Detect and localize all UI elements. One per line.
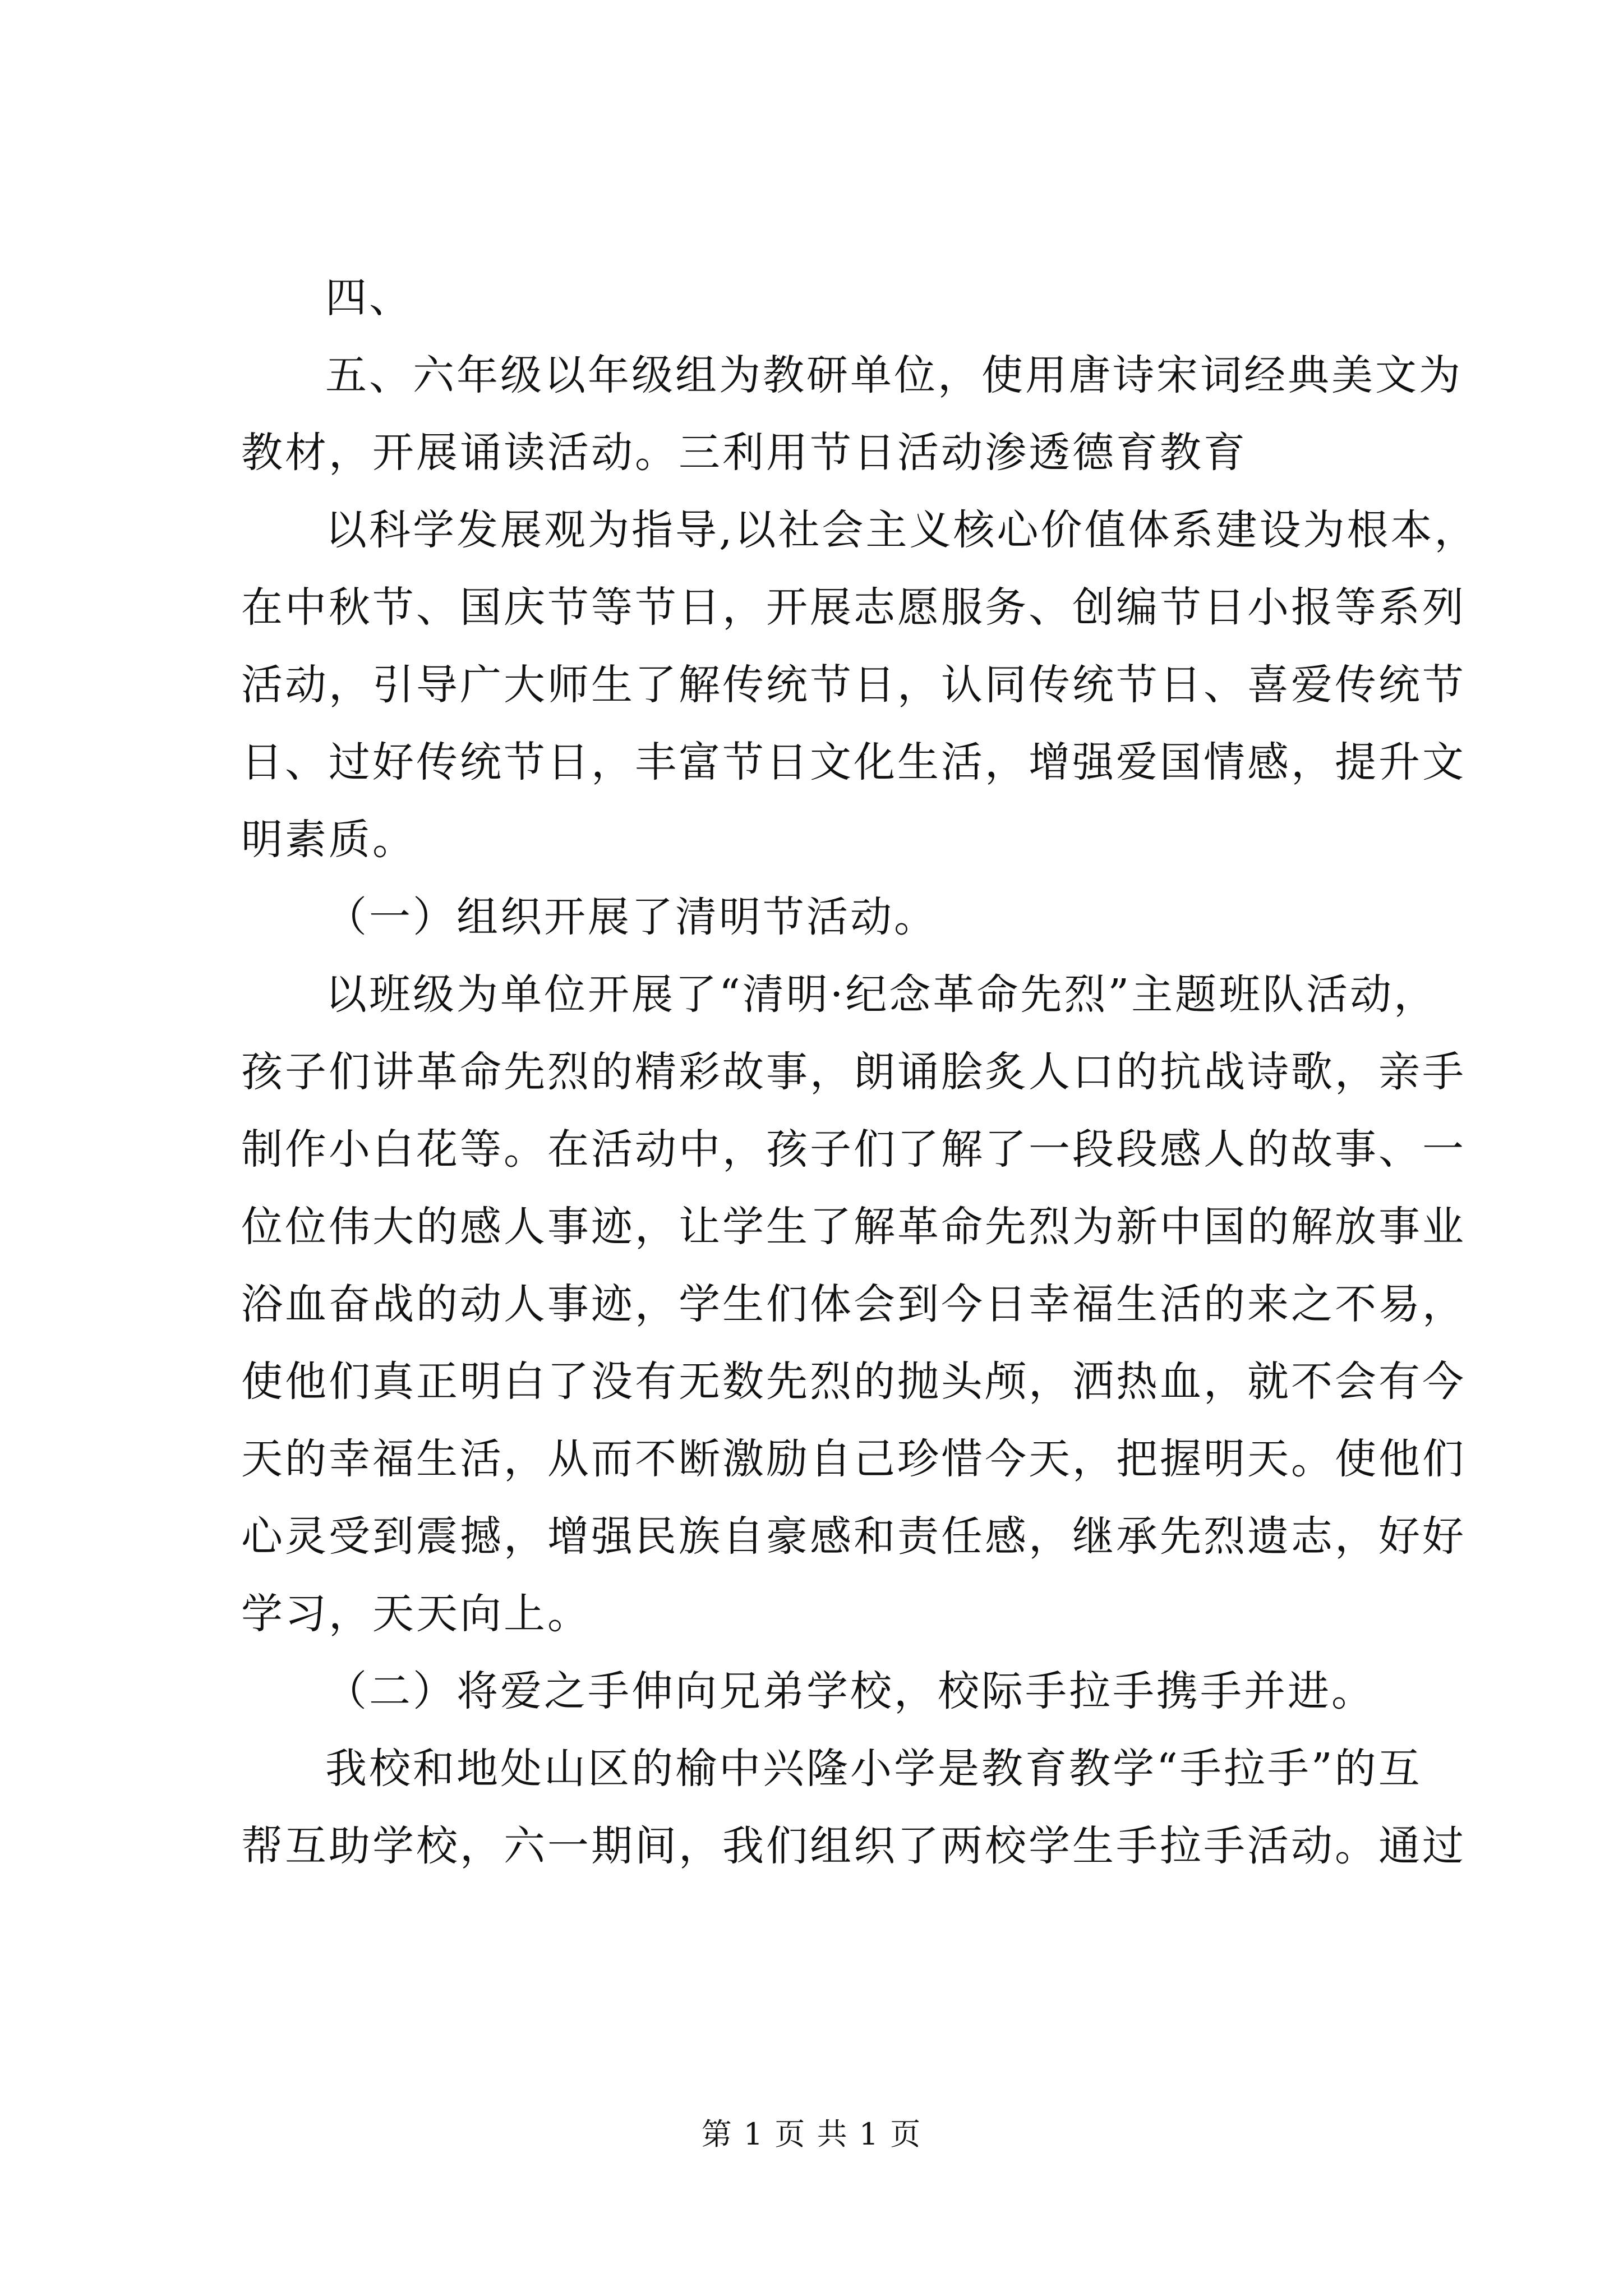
text-line: 心灵受到震撼，增强民族自豪感和责任感，继承先烈遗志，好好 — [241, 1512, 1466, 1561]
text-line: 四、 — [325, 274, 413, 322]
text-line: 浴血奋战的动人事迹，学生们体会到今日幸福生活的来之不易， — [241, 1280, 1466, 1328]
text-line: （二）将爱之手伸向兄弟学校，校际手拉手携手并进。 — [325, 1667, 1375, 1715]
text-line: 在中秋节、国庆节等节日，开展志愿服务、创编节日小报等系列 — [241, 583, 1466, 632]
text-line: 孩子们讲革命先烈的精彩故事，朗诵脍炙人口的抗战诗歌，亲手 — [241, 1048, 1466, 1096]
text-line: 天的幸福生活，从而不断激励自己珍惜今天，把握明天。使他们 — [241, 1435, 1466, 1483]
text-line: 我校和地处山区的榆中兴隆小学是教育教学“手拉手”的互 — [325, 1745, 1422, 1793]
text-line: 位位伟大的感人事迹，让学生了解革命先烈为新中国的解放事业 — [241, 1203, 1466, 1251]
page-footer: 第 1 页 共 1 页 — [701, 2116, 922, 2152]
text-line: 以科学发展观为指导,以社会主义核心价值体系建设为根本， — [325, 506, 1478, 554]
text-line: 帮互助学校，六一期间，我们组织了两校学生手拉手活动。通过 — [241, 1822, 1466, 1870]
text-line: 学习，天天向上。 — [241, 1590, 591, 1638]
document-body — [241, 259, 1478, 1885]
text-line: （一）组织开展了清明节活动。 — [325, 893, 938, 941]
text-line: 五、六年级以年级组为教研单位，使用唐诗宋词经典美文为 — [325, 351, 1463, 399]
text-line: 教材，开展诵读活动。三利用节日活动渗透德育教育 — [241, 429, 1247, 477]
text-line: 以班级为单位开展了“清明·纪念革命先烈”主题班队活动， — [325, 970, 1438, 1019]
text-line: 使他们真正明白了没有无数先烈的抛头颅，洒热血，就不会有今 — [241, 1358, 1466, 1406]
text-line: 制作小白花等。在活动中，孩子们了解了一段段感人的故事、一 — [241, 1125, 1466, 1174]
text-line: 日、过好传统节日，丰富节日文化生活，增强爱国情感，提升文 — [241, 738, 1466, 786]
text-line: 活动，引导广大师生了解传统节日，认同传统节日、喜爱传统节 — [241, 661, 1466, 709]
text-line: 明素质。 — [241, 816, 416, 864]
